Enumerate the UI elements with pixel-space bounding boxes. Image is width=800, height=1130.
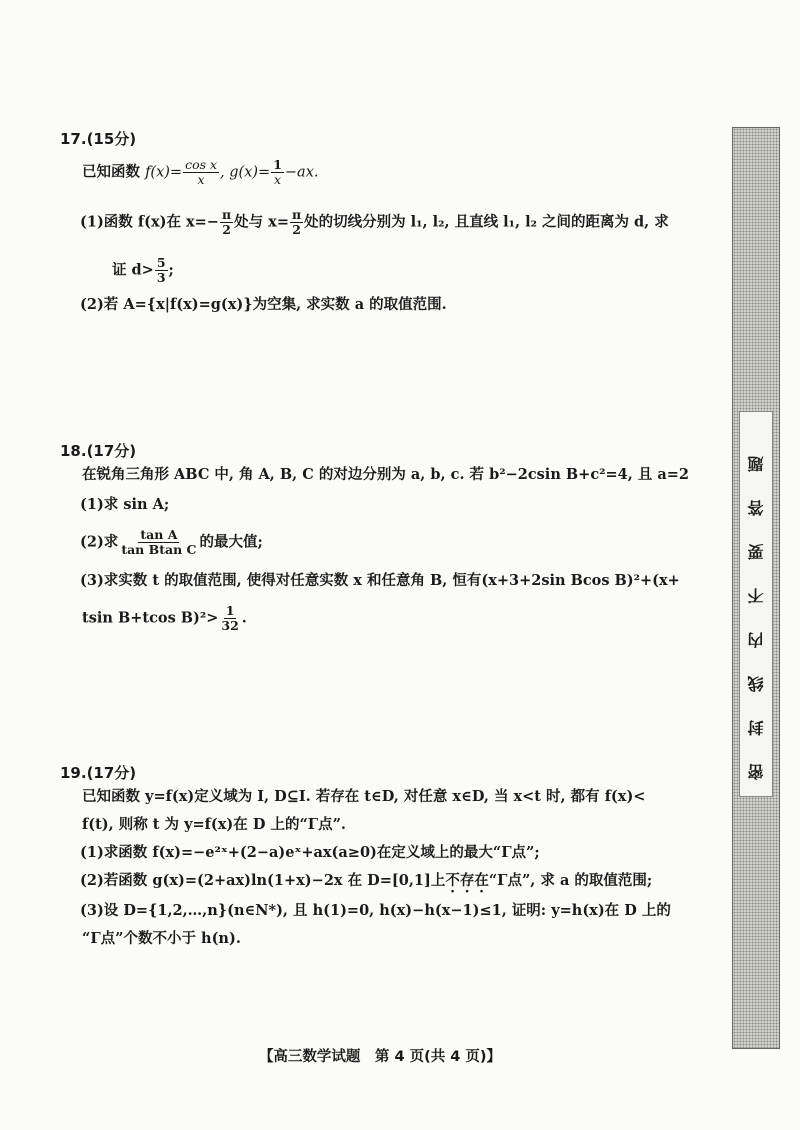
fraction: $\frac{1}{32}$ <box>221 603 239 633</box>
q17-part1-cont: 证 d> $\frac{5}{3}$ ; <box>112 255 174 285</box>
q19-heading: 19.(17分) <box>60 764 137 782</box>
q18-part1: (1)求 sin A; <box>80 496 170 513</box>
emphasis-char: 不 <box>445 872 460 889</box>
q19-part3: (3)设 D={1,2,…,n}(n∈N*), 且 h(1)=0, h(x)−h(x−1)≤1, 证明: y=h(x)在 D 上的 <box>80 902 671 919</box>
q19-part2: (2)若函数 g(x)=(2+ax)ln(1+x)−2x 在 D=[0,1]上不存在“Γ点”, 求 a 的取值范围; <box>80 872 653 889</box>
q17-part2: (2)若 A={x|f(x)=g(x)}为空集, 求实数 a 的取值范围. <box>80 296 447 313</box>
fraction: $\frac{\text{cos x}}{x}$ <box>185 157 218 187</box>
q18-heading: 18.(17分) <box>60 442 137 460</box>
fraction: $\frac{\pi}{2}$ <box>221 207 232 237</box>
q19-stem: 已知函数 y=f(x)定义域为 I, D⊆I. 若存在 t∈D, 对任意 x∈D, 当 x<t 时, 都有 f(x)< <box>82 788 646 805</box>
q19-stem-cont: f(t), 则称 t 为 y=f(x)在 D 上的“Γ点”. <box>82 816 346 833</box>
fraction: $\frac{\pi}{2}$ <box>291 207 302 237</box>
q19-part3-cont: “Γ点”个数不小于 h(n). <box>82 930 241 947</box>
emphasis-char: 在 <box>474 872 489 889</box>
q17-part1: (1)函数 f(x)在 x=− $\frac{\pi}{2}$ 处与 x= $\frac{\pi}{2}$ 处的切线分别为 l₁, l₂, 且直线 l₁, l₂ 之间的距离为 d, 求 <box>80 207 669 237</box>
q18-part3: (3)求实数 t 的取值范围, 使得对任意实数 x 和任意角 B, 恒有(x+3+2sin Bcos B)²+(x+ <box>80 572 680 589</box>
fraction: $\frac{1}{x}$ <box>273 157 282 187</box>
seal-strip <box>732 127 780 1049</box>
q18-part3-cont: tsin B+tcos B)²> $\frac{1}{32}$ . <box>82 603 247 633</box>
fraction: $\frac{\text{tan A}}{\text{tan Btan C}}$ <box>121 527 197 557</box>
q18-part2: (2)求 $\frac{\text{tan A}}{\text{tan Btan C}}$ 的最大值; <box>80 527 263 557</box>
q19-part1: (1)求函数 f(x)=−e²ˣ+(2−a)eˣ+ax(a≥0)在定义域上的最大“Γ点”; <box>80 844 540 861</box>
emphasis-text <box>445 872 489 889</box>
q17-heading: 17.(15分) <box>60 130 137 148</box>
q17-stem: 已知函数 f(x)= $\frac{\text{cos x}}{x}$ , g(x)= $\frac{1}{x}$ −ax. <box>82 157 319 187</box>
seal-label: 密封线内不要答题 <box>739 411 773 797</box>
q18-stem: 在锐角三角形 ABC 中, 角 A, B, C 的对边分别为 a, b, c. 若 b²−2csin B+c²=4, 且 a=2 <box>82 466 690 483</box>
emphasis-char: 存 <box>459 872 475 889</box>
page-footer: 【高三数学试题 第 4 页(共 4 页)】 <box>258 1049 502 1065</box>
fraction: $\frac{5}{3}$ <box>156 255 166 285</box>
